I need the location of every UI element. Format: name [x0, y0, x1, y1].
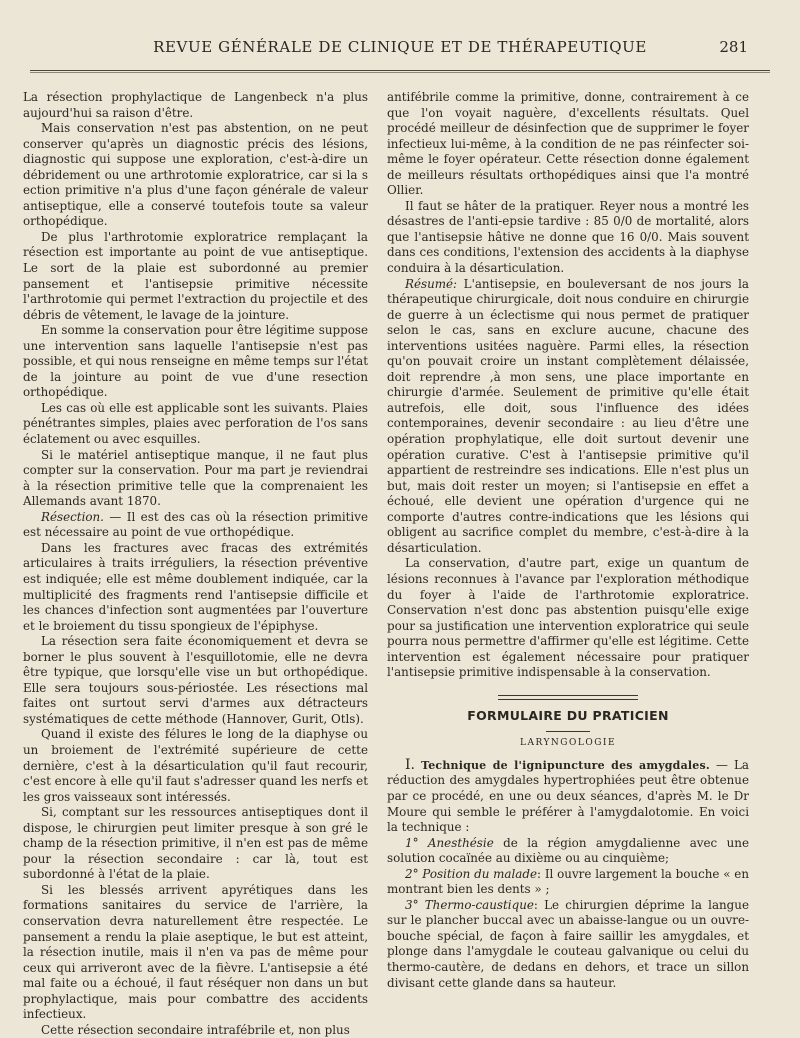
paragraph: Si, comptant sur les ressources antiseptiques dont il dispose, le chirurgien peut limiter presque à son gré le champ de la résection primitive, il n'en est pas de même pour la résection secondaire : car là, tout est subordonné à l'état de la plaie.: [23, 805, 368, 882]
step-label: 2° Position du malade: [405, 866, 538, 881]
section-subrule: [546, 731, 590, 732]
left-column: [23, 90, 368, 1038]
section-heading: FORMULAIRE DU PRATICIEN: [467, 707, 669, 723]
step-text: de la région amygdalienne avec une solution cocaïnée au dixième ou au cinquième;: [387, 835, 749, 866]
paragraph: Il faut se hâter de la pratiquer. Reyer nous a montré les désastres de l'anti-epsie tardive : 85 0/0 de mortalité, alors que l'antisepsie hâtive ne donne que 16 0/0. Mais souvent dans ces conditions, l'extension des accidents à la diaphyse conduira à la désarticulation.: [387, 198, 749, 276]
paragraph-resection: Résection. — Il est des cas où la résection primitive est nécessaire au point de vue orthopédique.: [23, 509, 368, 540]
paragraph: Cette résection secondaire intrafébrile et, non plus: [41, 1022, 350, 1037]
step-label: 3° Thermo-caustique: [405, 897, 534, 912]
item-text: — La réduction des amygdales hypertrophiées peut être obtenue par ce procédé, en une ou deux séances, d'après M. le Dr Moure qui semble le préférer à l'amygdalotomie. En voici la technique :: [387, 757, 749, 835]
section-block: [387, 695, 749, 752]
paragraph: Mais conservation n'est pas abstention, on ne peut conserver qu'après un diagnostic précis des lésions, diagnostic qui suppose une exploration, c'est-à-dire un débridement ou une arthrotomie exploratrice, car si la s ection primitive n'a plus d'une façon générale de valeur antiseptique, elle a conservé toutefois toute sa valeur orthopédique.: [23, 121, 368, 229]
paragraph: En somme la conservation pour être légitime suppose une intervention sans laquelle l'antisepsie n'est pas possible, et qui nous renseigne en même temps sur l'état de la jointure au point de vue d'une resection orthopédique.: [23, 323, 368, 400]
paragraph: Si le matériel antiseptique manque, il ne faut plus compter sur la conservation. Pour ma part je reviendrai à la résection primitive telle que la comprenaient les Allemands avant 1870.: [23, 447, 368, 509]
page-number: 281: [719, 38, 748, 56]
step-text: : Le chirurgien déprime la langue sur le plancher buccal avec un abaisse-langue ou un ouvre-bouche spécial, de façon à faire saillir les amygdales, et plonge dans l'amygdale le couteau galvanique ou celui du thermo-cautère, de dedans en dehors, et trace un sillon divisant cette glande dans sa hauteur.: [387, 897, 749, 990]
paragraph: De plus l'arthrotomie exploratrice remplaçant la résection est importante au point de vue antiseptique. Le sort de la plaie est subordonné au premier pansement et l'antisepsie primitive nécessite l'arthrotomie qui permet l'extraction du projectile et des débris de vêtement, le lavage de la jointure.: [23, 229, 368, 322]
paragraph: Quand il existe des félures le long de la diaphyse ou un broiement de l'extrémité supérieure de cette dernière, c'est à la désarticulation qu'il faut recourir, c'est encore à elle qu'il faut s'adresser quand les nerfs et les gros vaisseaux sont intéressés.: [23, 727, 368, 804]
section-subheading: LARYNGOLOGIE: [519, 738, 617, 749]
journal-title: REVUE GÉNÉRALE DE CLINIQUE ET DE THÉRAPEUTIQUE: [153, 38, 647, 56]
step-text: : Il ouvre largement la bouche « en montrant bien les dents » ;: [387, 866, 749, 897]
right-column: [387, 90, 749, 991]
paragraph: La résection sera faite économiquement et devra se borner le plus souvent à l'esquillotomie, elle ne devra être typique, que lorsqu'elle vise un but orthopédique. Elle sera toujours sous-périostée. Les résections mal faites ont surtout servi d'armes aux détracteurs systématiques de cette méthode (Hannover, Gurit, Otls).: [23, 634, 368, 726]
running-header: [30, 34, 770, 60]
step-label: 1° Anesthésie: [405, 835, 494, 850]
paragraph: antifébrile comme la primitive, donne, contrairement à ce que l'on voyait naguère, d'excellents résultats. Quel procédé meilleur de désinfection que de supprimer le foyer infectieux lui-même, à la condition de ne pas réinfecter soi-même le foyer opérateur. Cette résection donne également de meilleurs résultats orthopédiques ainsi que l'a montré Ollier.: [387, 90, 749, 198]
paragraph: La conservation, d'autre part, exige un quantum de lésions reconnues à l'avance par l'exploration méthodique du foyer à l'aide de l'arthrotomie exploratrice. Conservation n'est donc pas abstention puisqu'elle exige pour sa justification une intervention exploratrice qui seule pourra nous permettre d'affirmer qu'elle est légitime. Cette intervention est également nécessaire pour pratiquer l'antisepsie primitive indispensable à la conservation.: [387, 556, 749, 680]
section-rule: [498, 695, 638, 700]
paragraph: Dans les fractures avec fracas des extrémités articulaires à traits irréguliers, la résection préventive est indiquée; elle est même doublement indiquée, car la multiplicité des fragments rend l'antisepsie difficile et les chances d'infection sont augmentées par l'ouverture et le broiement du tissu spongieux de l'épiphyse.: [23, 540, 368, 633]
technique-step: [387, 867, 749, 898]
paragraph-resume: Résumé: L'antisepsie, en bouleversant de nos jours la thérapeutique chirurgicale, doit nous conduire en chirurgie de guerre à un éclectisme qui nous permet de pratiquer selon le cas, sans en exclure aucune, chacune des interventions usitées naguère. Parmi elles, la résection qu'on pouvait croire un instant complètement délaissée, doit reprendre ,à mon sens, une place importante en chirurgie d'armée. Seulement de primitive qu'elle était autrefois, elle doit, sous l'influence des idées contemporaines, devenir secondaire : au lieu d'être une opération prophylatique, elle doit surtout devenir une opération curative. C'est à l'antisepsie primitive qu'il appartient de restreindre ses indications. Elle n'est plus un but, mais doit rester un moyen; si l'antisepsie en effet a échoué, elle devient une opération d'urgence qui ne comporte d'autres contre-indications que les lésions qui obligent au sacrifice complet du membre, c'est-à-dire à la désarticulation.: [387, 276, 749, 555]
formulary-item: [387, 758, 749, 836]
technique-step: [387, 836, 749, 867]
paragraph: La résection prophylactique de Langenbeck n'a plus aujourd'hui sa raison d'être.: [23, 90, 368, 120]
technique-step: [387, 898, 749, 991]
item-title: Technique de l'ignipuncture des amygdales.: [421, 758, 710, 772]
paragraph: Les cas où elle est applicable sont les suivants. Plaies pénétrantes simples, plaies avec perforation de l'os sans éclatement ou avec esquilles.: [23, 400, 368, 447]
item-numeral: I.: [405, 756, 415, 773]
header-rule: [30, 70, 770, 71]
paragraph: Si les blessés arrivent apyrétiques dans les formations sanitaires du service de l'arrière, la conservation devra naturellement être respectée. Le pansement a rendu la plaie aseptique, le but est atteint, la résection inutile, mais il n'en va pas de même pour ceux qui arriveront avec de la fièvre. L'antisepsie a été mal faite ou a échoué, il faut réséquer non dans un but prophylactique, mais pour combattre des accidents infectieux.: [23, 882, 368, 1022]
